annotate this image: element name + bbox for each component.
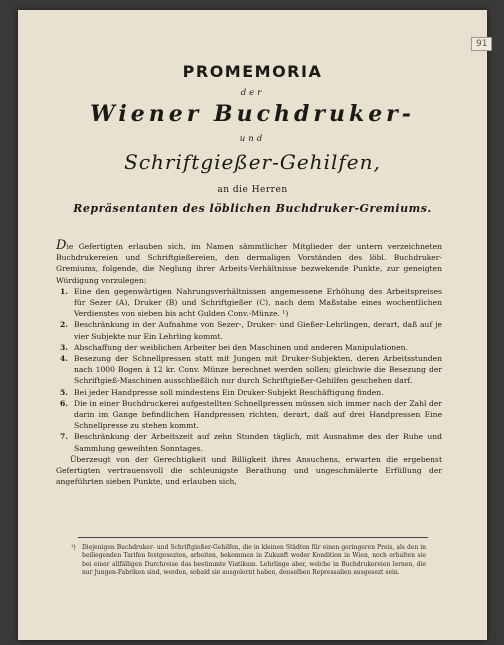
item-text: Eine den gegenwärtigen Nahrungsverhältnissen angemessene Erhöhung des Arbeitspreises für Sezer (A), Druker (B) und Schriftgießer (C), nach dem Maßstabe eines wochentlichen Verdienstes von sieben bis acht Gulden Conv.-Münze. ¹) — [74, 286, 442, 319]
item-number: 3. — [60, 342, 68, 352]
document-page — [18, 10, 487, 640]
subtitle-und: und — [239, 134, 266, 144]
closing-paragraph: Überzeugt von der Gerechtigkeit und Billigkeit ihres Ansuchens, erwarten die ergebenst Gefertigten vertrauensvoll die schleunigste Berathung und ungeschmälerte Erfüllung der angeführten sieben Punkte, und erlauben sich, — [56, 454, 442, 487]
subtitle-der: der — [240, 88, 265, 98]
item-text: Die in einer Buchdruckerei aufgestellten Schnellpressen müssen sich immer nach der Zahl der darin im Gange befindlichen Handpressen richten, derart, daß auf drei Handpressen Eine Schnellpresse zu stehen kommt. — [74, 398, 442, 431]
footnote-marker: ¹) — [71, 544, 76, 551]
item-number: 5. — [60, 387, 68, 397]
list-item — [56, 286, 442, 320]
item-number: 4. — [60, 354, 68, 364]
list-item — [56, 431, 442, 453]
intro-paragraph: Die Gefertigten erlauben sich, im Namen sämmtlicher Mitglieder der untern verzeichneten Buchdrukereien und Schriftgießereien, den dermaligen Vorständen des löbl. Buchdruker-Gremiums, folgende, die Neglung ihrer Arbeits-Verhältnisse bezwekende Punkte, zur geneigten Würdigung vorzulegen: — [56, 238, 442, 285]
footnote-text: Diejenigen Buchdruker- und Schriftgießer-Gehilfen, die in kleinen Städten für einen geringeren Preis, als den in beiliegenden Tarifen festgesezten, arbeiten, bekommen in Zukunft weder Kondition in Wien, noch erhalten sie bei einer allfälligen Durchreise das bestimmte Viatikum. Lehrlinge aber, welche in Buchdrukereien lernen, die nur Jungen-Fabriken sind, werden, sobald sie ausgelernt haben, denselben Repressalien ausgesezt sein. — [82, 544, 426, 576]
item-text: Beschränkung der Arbeitszeit auf zehn Stunden täglich, mit Ausnahme des der Ruhe und Sammlung geweihten Sonntages. — [74, 432, 442, 453]
footnote — [71, 544, 426, 577]
subtitle-schriftgiesser: Schriftgießer-Gehilfen, — [124, 150, 381, 174]
item-number: 6. — [60, 398, 68, 408]
item-text: Besezung der Schnellpressen statt mit Jungen mit Druker-Subjekten, deren Arbeitsstunden nach 1000 Bogen à 12 kr. Conv. Münze berechnet werden sollen; gleichwie die Besezung der Schriftgieß-Maschinen ausschließlich nur durch Schriftgießer-Gehilfen geschehen darf. — [74, 354, 442, 386]
item-text: Beschränkung in der Aufnahme von Sezer-, Druker- und Gießer-Lehrlingen, derart, daß auf je vier Subjekte nur Ein Lehrling kommt. — [74, 320, 442, 341]
item-number: 7. — [60, 432, 68, 442]
list-item — [56, 398, 442, 432]
item-number: 2. — [60, 320, 68, 330]
item-text: Abschaffung der weiblichen Arbeiter bei den Maschinen und anderen Manipulationen. — [74, 342, 408, 352]
memo-body — [56, 240, 442, 487]
footnote-divider — [78, 537, 428, 538]
list-item — [56, 319, 442, 341]
list-item — [56, 353, 442, 387]
item-number: 1. — [60, 286, 68, 296]
demands-list — [56, 286, 442, 454]
item-text: Bei jeder Handpresse soll mindestens Ein Druker-Subjekt Beschäftigung finden. — [74, 387, 384, 397]
subtitle-wiener-buchdruker: Wiener Buchdruker- — [90, 101, 415, 127]
addressee-intro: an die Herren — [217, 185, 288, 195]
archive-number: 91 — [471, 37, 492, 51]
addressee: Repräsentanten des löblichen Buchdruker-Gremiums. — [73, 202, 432, 215]
list-item — [56, 342, 442, 353]
list-item — [56, 387, 442, 398]
document-title: PROMEMORIA — [182, 62, 323, 81]
